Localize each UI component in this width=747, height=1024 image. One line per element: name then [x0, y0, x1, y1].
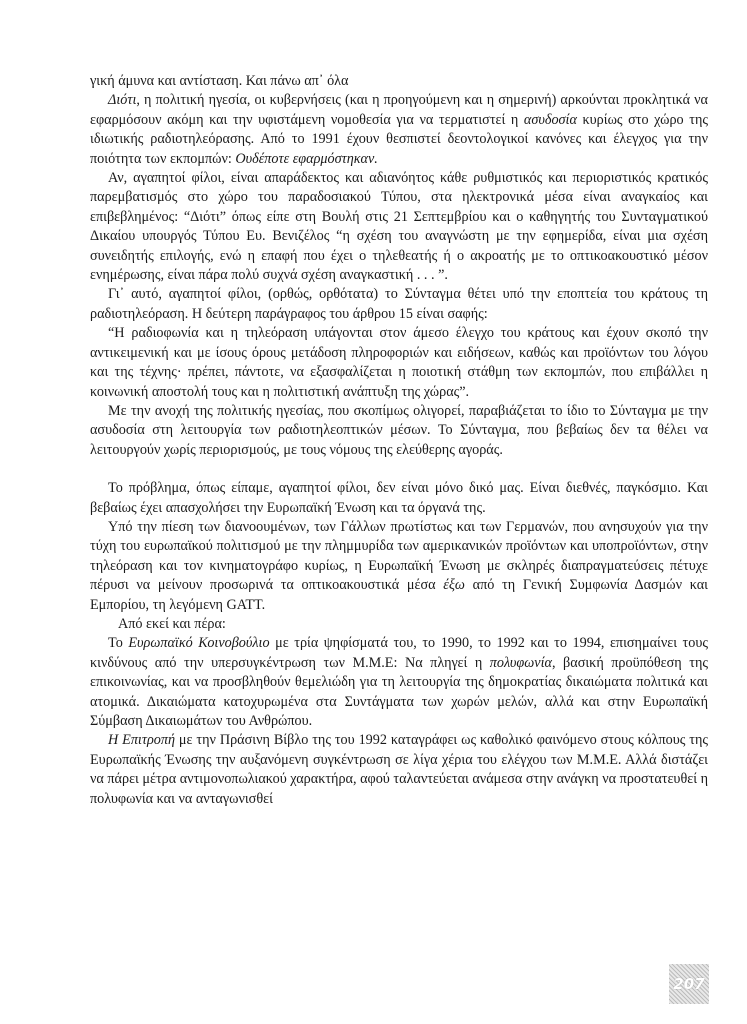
- page-number: 207: [669, 964, 709, 1004]
- body-text: [90, 72, 708, 809]
- paragraph: [90, 731, 708, 809]
- paragraph: [90, 615, 708, 634]
- paragraph: [90, 72, 708, 91]
- paragraph: [90, 324, 708, 402]
- text-run: από τη Γενική Συμφωνία Δασμών και Εμπορίου, τη λεγόμενη GATT.: [90, 577, 708, 613]
- text-run: με την Πράσινη Βίβλο της του 1992 καταγράφει ως καθολικό φαινόμενο στους κόλπους της Ευρωπαϊκής Ένωσης την αυξανόμενη συγκέντρωση σε λίγα χέρια του ελέγχου των Μ.Μ.Ε. Αλλά διστάζει να πάρει μέτρα αντιμονοπωλιακού χαρακτήρα, αφού ταλαντεύεται ανάμεσα στην ανάγκη να προστατευθεί η πολυφωνία και να ανταγωνισθεί: [90, 732, 709, 807]
- italic-text: πολυφωνία: [489, 654, 552, 671]
- paragraph: [90, 285, 708, 324]
- text-run: Με την ανοχή της πολιτικής ηγεσίας, που σκοπίμως ολιγορεί, παραβιάζεται το ίδιο το Σύνταγμα με την ασυδοσία στη λειτουργία των ραδιοτηλεοπτικών μέσων. Το Σύνταγμα, που βεβαίως δεν τα θέλει να λειτουργούν χωρίς περιορισμούς, με τους νόμους της ελεύθερης αγοράς.: [90, 402, 708, 458]
- paragraph: [90, 91, 708, 169]
- italic-text: Η Επιτροπή: [108, 732, 176, 749]
- text-run: κυρίως στο χώρο της ιδιωτικής ραδιοτηλεόρασης. Από το 1991 έχουν θεσπιστεί δεοντολογικοί κανόνες και έλεγχος για την ποιότητα των εκπομπών:: [90, 111, 708, 167]
- text-run: Το: [108, 635, 129, 652]
- paragraph: [90, 634, 708, 731]
- paragraph: [90, 518, 708, 615]
- italic-text: Διότι: [108, 92, 137, 109]
- text-run: Γι᾽ αυτό, αγαπητοί φίλοι, (ορθώς, ορθότατα) το Σύνταγμα θέτει υπό την εποπτεία του κράτους τη ραδιοτηλεόραση. Η δεύτερη παράγραφος του άρθρου 15 είναι σαφής:: [90, 286, 708, 322]
- italic-text: Ευρωπαϊκό Κοινοβούλιο: [128, 635, 270, 652]
- text-run: , βασική προϋπόθεση της επικοινωνίας, και να προσβληθούν θεμελιώδη για τη λειτουργία της δημοκρατίας δικαιώματα πολιτικά και ατομικά. Δικαιώματα κατοχυρωμένα στα Συντάγματα των χωρών μελών, αλλά και στην Ευρωπαϊκή Σύμβαση Δικαιωμάτων του Ανθρώπου.: [90, 654, 708, 729]
- text-run: Από εκεί και πέρα:: [118, 615, 226, 632]
- text-run: με τρία ψηφίσματά του, το 1990, το 1992 και το 1994, επισημαίνει τους κινδύνους από την υπερσυγκέντρωση των Μ.Μ.Ε: Να πληγεί η: [90, 635, 708, 671]
- paragraph: [90, 402, 708, 460]
- text-run: Υπό την πίεση των διανοουμένων, των Γάλλων πρωτίστως και των Γερμανών, που ανησυχούν για την τύχη του ευρωπαϊκού πολιτισμού με την πλημμυρίδα των αμερικανικών προϊόντων και υποπροϊόντων, στην τηλεόραση και τον κινηματογράφο κυρίως, η Ευρωπαϊκή Ένωση με σκληρές διαπραγματεύσεις πέτυχε πέρυσι να μείνουν προσωρινά τα οπτικοακουστικά μέσα: [90, 518, 708, 594]
- italic-text: Ουδέποτε εφαρμόστηκαν.: [235, 150, 378, 167]
- italic-text: ασυδοσία: [523, 111, 577, 128]
- text-run: Το πρόβλημα, όπως είπαμε, αγαπητοί φίλοι, δεν είναι μόνο δικό μας. Είναι διεθνές, παγκόσμιο. Και βεβαίως έχει απασχολήσει την Ευρωπαϊκή Ένωση και τα όργανά της.: [90, 480, 708, 516]
- text-run: γική άμυνα και αντίσταση. Και πάνω απ᾽ όλα: [90, 73, 349, 89]
- text-run: “Η ραδιοφωνία και η τηλεόραση υπάγονται στον άμεσο έλεγχο του κράτους και έχουν σκοπό την αντικειμενική και με ίσους όρους μετάδοση πληροφοριών και ειδήσεων, καθώς και προϊόντων του λόγου και της τέχνης· πρέπει, πάντοτε, να εξασφαλίζεται η ποιοτική στάθμη των εκπομπών, που επιβάλλει η κοινωνική αποστολή τους και η πολιτιστική ανάπτυξη της χώρας”.: [90, 325, 708, 400]
- text-run: , η πολιτική ηγεσία, οι κυβερνήσεις (και η προηγούμενη και η σημερινή) αρκούνται προκλητικά να εφαρμόσουν ακόμη και την υφιστάμενη νομοθεσία για να τερματιστεί η: [90, 92, 708, 128]
- text-run: Αν, αγαπητοί φίλοι, είναι απαράδεκτος και αδιανόητος κάθε ρυθμιστικός και περιοριστικός κρατικός παρεμβατισμός στο χώρο του παραδοσιακού Τύπου, στα ηλεκτρονικά μέσα είναι αναγκαίος και επιβεβλημένος: “Διότι” όπως είπε στη Βουλή στις 21 Σεπτεμβρίου και ο καθηγητής του Συνταγματικού Δικαίου υπουργός Τύπου Ευ. Βενιζέλος “η σχέση του αναγνώστη με την εφημερίδα, είναι μια σχέση συνειδητής επιλογής, ενώ η επαφή που έχει ο τηλεθεατής ή ο ακροατής με το οπτικοακουστικό μέσον ενημέρωσης, είναι πάρα πολύ συχνά σχέση αναγκαστική . . . ”.: [90, 170, 708, 284]
- paragraph: [90, 169, 708, 285]
- italic-text: έξω: [443, 577, 465, 594]
- paragraph: [90, 479, 708, 518]
